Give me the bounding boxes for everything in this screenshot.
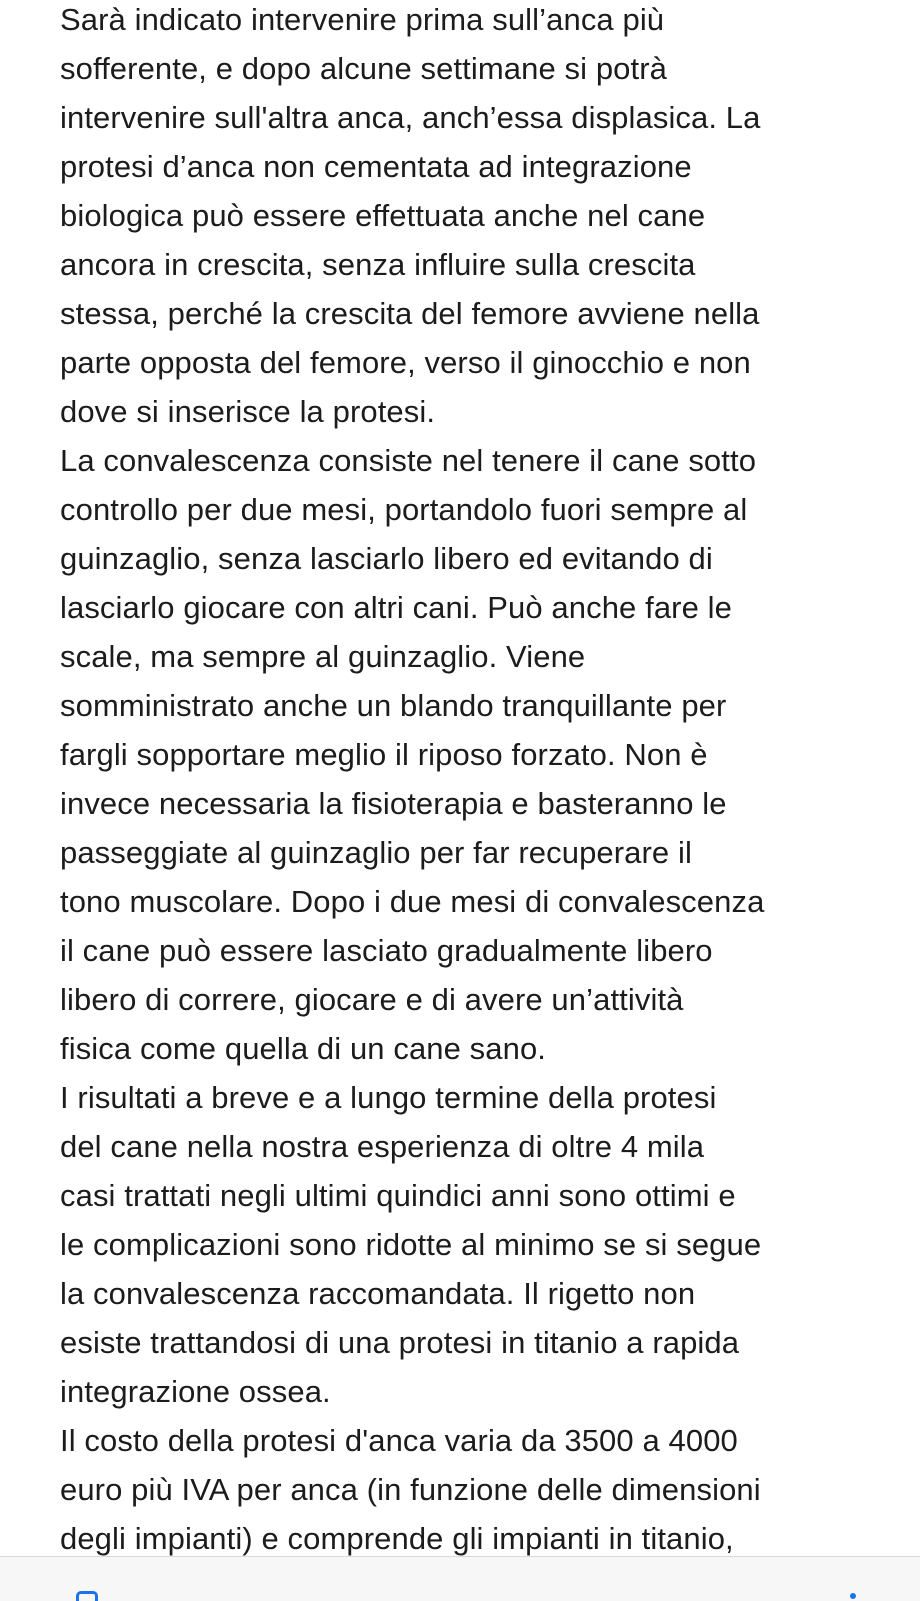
article-line: biologica può essere effettuata anche nel cane <box>60 198 706 233</box>
article-line: scale, ma sempre al guinzaglio. Viene <box>60 639 586 674</box>
more-icon[interactable] <box>850 1593 856 1599</box>
article-line: integrazione ossea. <box>60 1374 331 1409</box>
article-line: somministrato anche un blando tranquillante per <box>60 688 727 723</box>
article-line: fargli sopportare meglio il riposo forzato. Non è <box>60 737 708 772</box>
article-line: ancora in crescita, senza influire sulla crescita <box>60 247 696 282</box>
article-line: la convalescenza raccomandata. Il rigetto non <box>60 1276 696 1311</box>
article-line: fisica come quella di un cane sano. <box>60 1031 547 1066</box>
article-line: casi trattati negli ultimi quindici anni sono ottimi e <box>60 1178 736 1213</box>
browser-toolbar <box>0 1556 920 1601</box>
article-line: intervenire sull'altra anca, anch’essa displasica. La <box>60 100 761 135</box>
article-line: parte opposta del femore, verso il ginocchio e non <box>60 345 751 380</box>
article-line: sofferente, e dopo alcune settimane si potrà <box>60 51 667 86</box>
article-line: dove si inserisce la protesi. <box>60 394 436 429</box>
article-line: del cane nella nostra esperienza di oltre 4 mila <box>60 1129 705 1164</box>
article-line: il cane può essere lasciato gradualmente libero <box>60 933 713 968</box>
article-line: lasciarlo giocare con altri cani. Può anche fare le <box>60 590 732 625</box>
article-line: Sarà indicato intervenire prima sull’anca più <box>60 2 665 37</box>
article-line: invece necessaria la fisioterapia e basteranno le <box>60 786 727 821</box>
article-line: La convalescenza consiste nel tenere il cane sotto <box>60 443 757 478</box>
article-line: le complicazioni sono ridotte al minimo se si segue <box>60 1227 762 1262</box>
article-line: controllo per due mesi, portandolo fuori sempre al <box>60 492 748 527</box>
article-line: Il costo della protesi d'anca varia da 3500 a 4000 <box>60 1423 738 1458</box>
article-line: I risultati a breve e a lungo termine della protesi <box>60 1080 717 1115</box>
article-body <box>60 0 900 1556</box>
article-line: euro più IVA per anca (in funzione delle dimensioni <box>60 1472 761 1507</box>
article-line: passeggiate al guinzaglio per far recuperare il <box>60 835 692 870</box>
article-line: libero di correre, giocare e di avere un’attività <box>60 982 684 1017</box>
article-line: degli impianti) e comprende gli impianti in titanio, <box>60 1521 734 1556</box>
article-line: stessa, perché la crescita del femore avviene nella <box>60 296 760 331</box>
article-line: guinzaglio, senza lasciarlo libero ed evitando di <box>60 541 713 576</box>
article-line: tono muscolare. Dopo i due mesi di convalescenza <box>60 884 765 919</box>
article-line: protesi d’anca non cementata ad integrazione <box>60 149 692 184</box>
article-line: esiste trattandosi di una protesi in titanio a rapida <box>60 1325 740 1360</box>
